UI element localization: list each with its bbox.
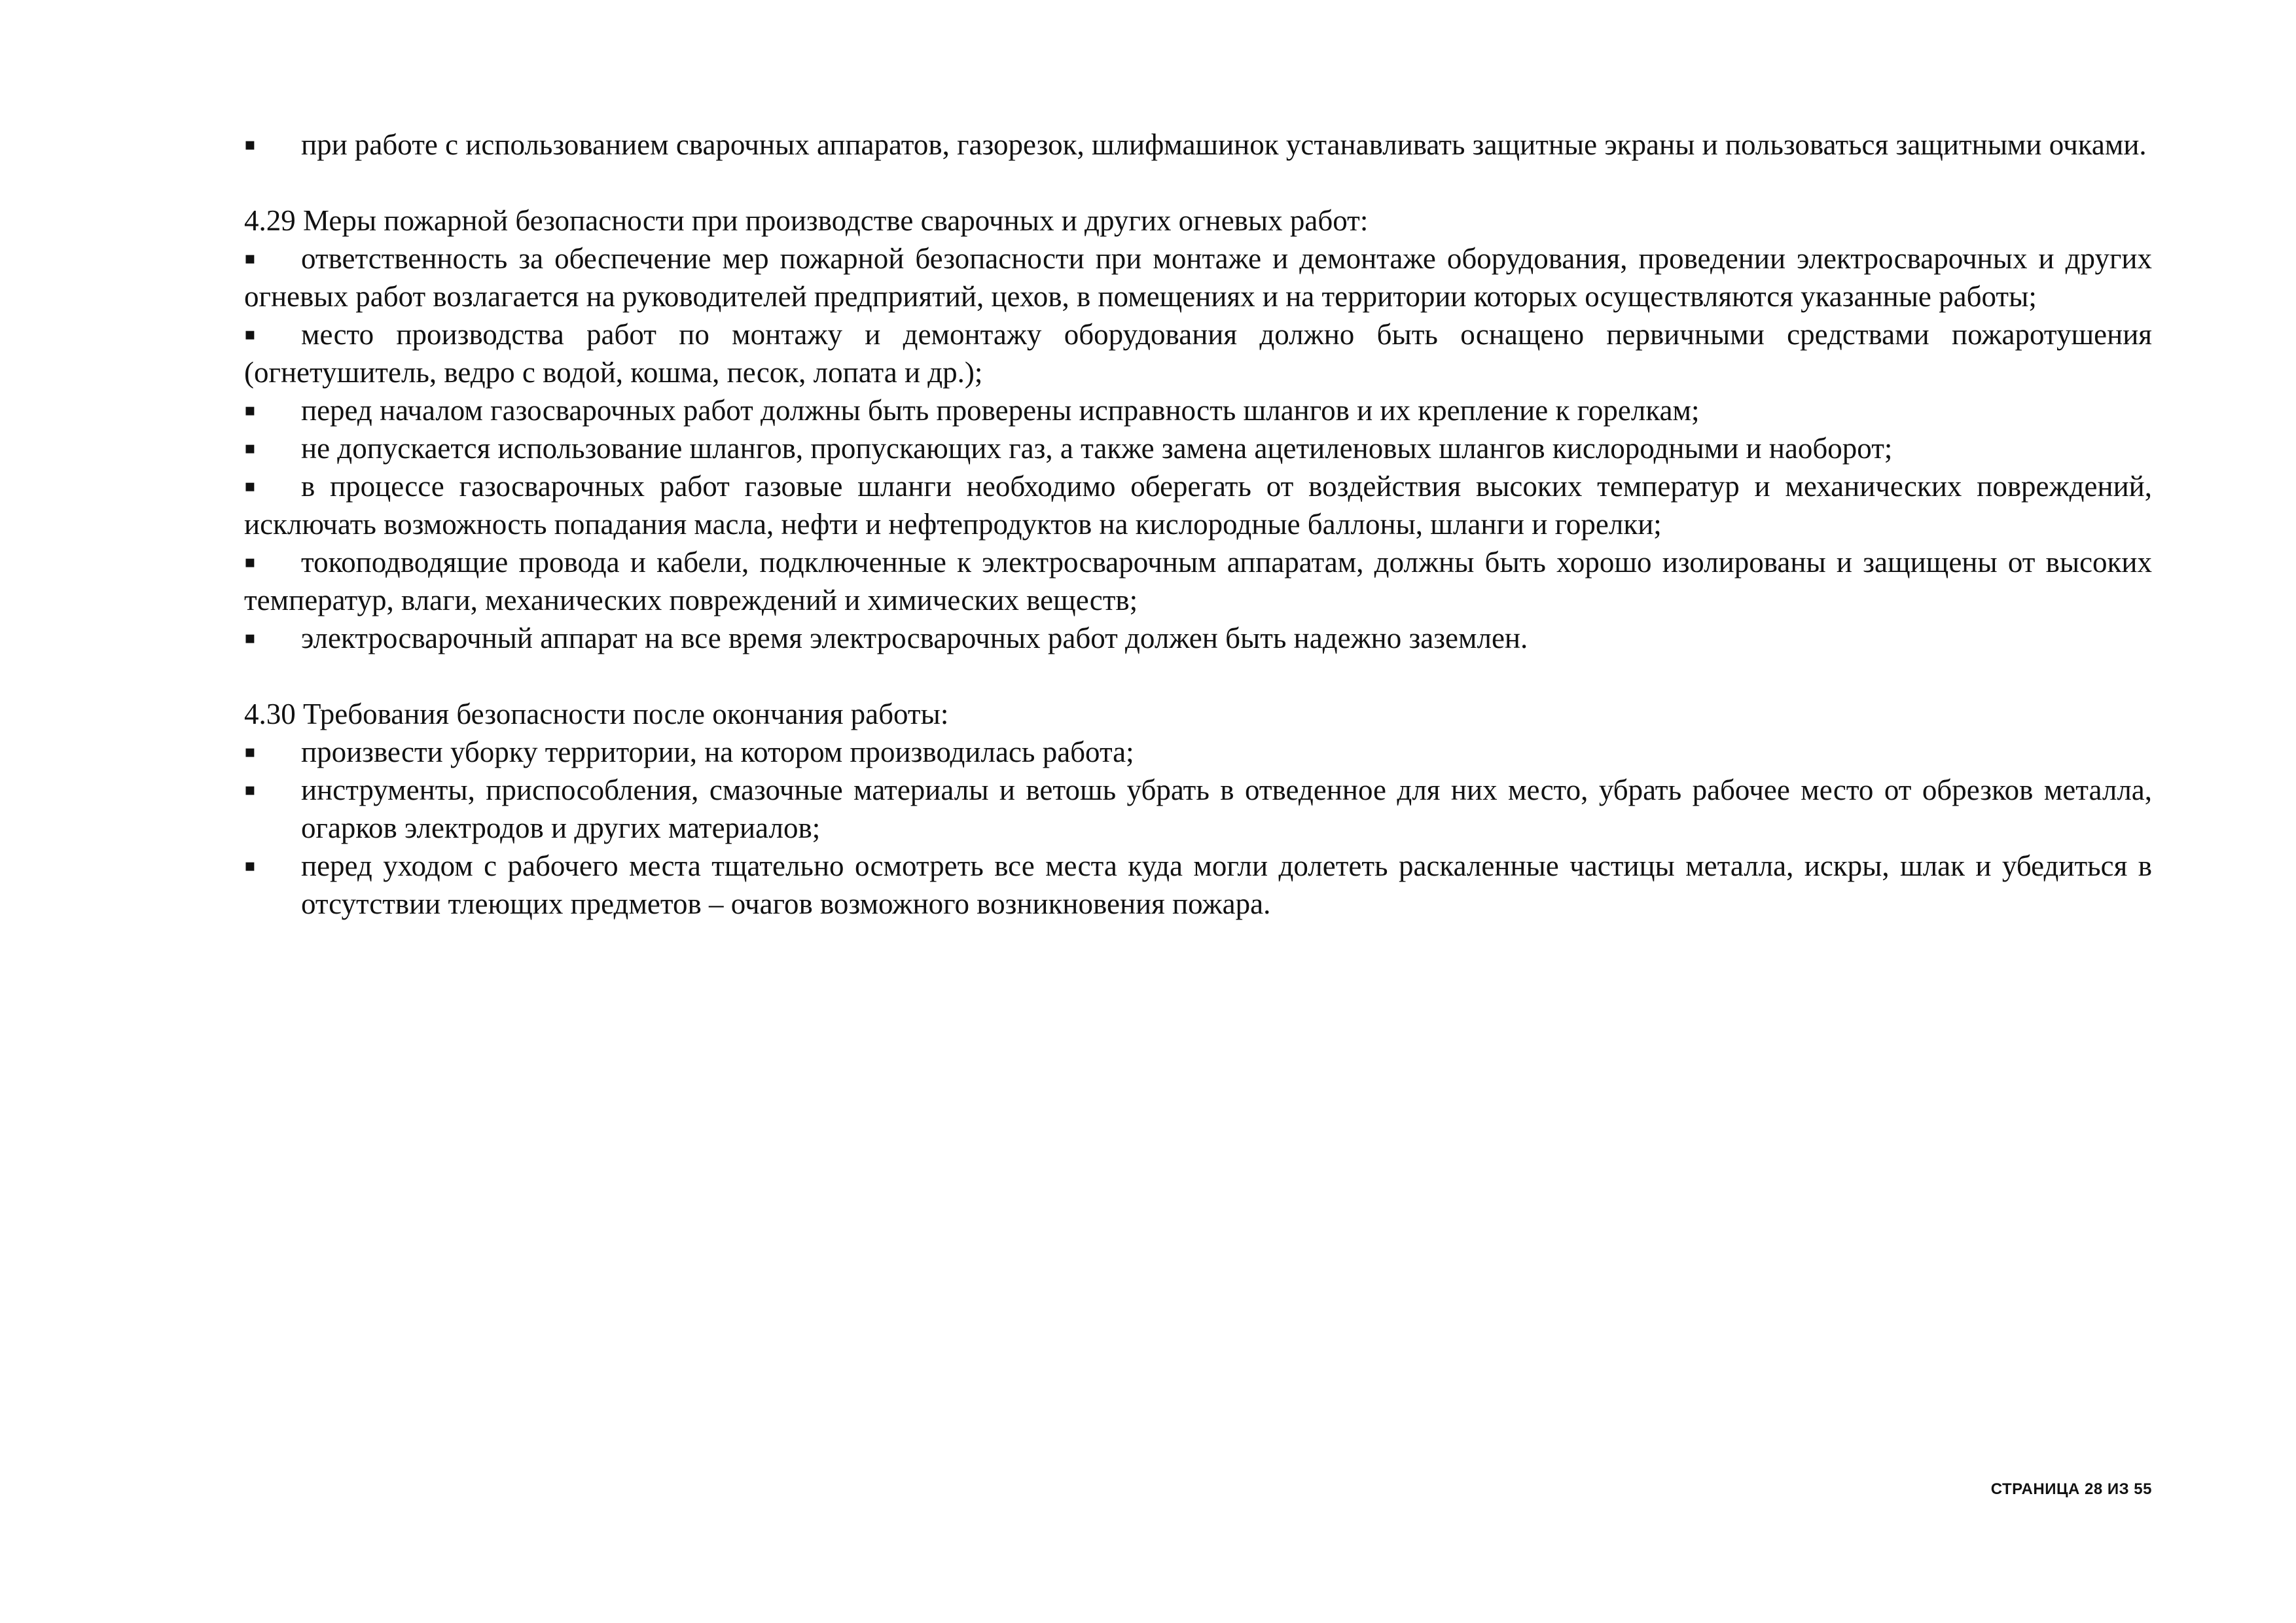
- bullet-icon: ▪: [244, 325, 256, 344]
- list-item-text: перед началом газосварочных работ должны быть проверены исправность шлангов и их крепление к горелкам;: [301, 394, 1700, 427]
- document-body: [244, 126, 2152, 923]
- list-item-text: электросварочный аппарат на все время электросварочных работ должен быть надежно заземлен.: [301, 622, 1528, 654]
- bullet-icon: ▪: [244, 249, 256, 268]
- section-4-29-heading: 4.29 Меры пожарной безопасности при производстве сварочных и других огневых работ:: [244, 204, 1369, 237]
- list-item: [244, 240, 2152, 315]
- bullet-icon: ▪: [244, 742, 256, 762]
- bullet-icon: ▪: [244, 552, 256, 572]
- list-item-intro: [244, 126, 2152, 164]
- list-item-text: в процессе газосварочных работ газовые шланги необходимо оберегать от воздействия высоких температур и механических повреждений, исключать возможность попадания масла, нефти и нефтепродуктов на кислородные баллоны, шланги и горелки;: [244, 470, 2152, 541]
- list-item: [244, 391, 2152, 429]
- bullet-icon: ▪: [244, 856, 256, 876]
- list-item-text: при работе с использованием сварочных аппаратов, газорезок, шлифмашинок устанавливать защитные экраны и пользоваться защитными очками.: [301, 128, 2147, 161]
- bullet-icon: ▪: [244, 401, 256, 420]
- list-item-text: ответственность за обеспечение мер пожарной безопасности при монтаже и демонтаже оборудования, проведении электросварочных и других огневых работ возлагается на руководителей предприятий, цехов, в помещениях и на территории которых осуществляются указанные работы;: [244, 242, 2152, 313]
- list-item: [244, 619, 2152, 657]
- list-item: [244, 771, 2152, 847]
- bullet-icon: ▪: [244, 476, 256, 496]
- list-item-text: токоподводящие провода и кабели, подключенные к электросварочным аппаратам, должны быть хорошо изолированы и защищены от высоких температур, влаги, механических повреждений и химических веществ;: [244, 546, 2152, 616]
- section-4-30-heading: 4.30 Требования безопасности после окончания работы:: [244, 698, 949, 730]
- spacer: [244, 657, 2152, 695]
- spacer: [244, 164, 2152, 202]
- list-item-text: место производства работ по монтажу и демонтажу оборудования должно быть оснащено первичными средствами пожаротушения (огнетушитель, ведро с водой, кошма, песок, лопата и др.);: [244, 318, 2152, 389]
- list-item-text: произвести уборку территории, на котором производилась работа;: [301, 736, 1134, 768]
- list-item: [244, 315, 2152, 391]
- bullet-icon: ▪: [244, 135, 256, 154]
- list-item-text: инструменты, приспособления, смазочные материалы и ветошь убрать в отведенное для них место, убрать рабочее место от обрезков металла, огарков электродов и других материалов;: [301, 774, 2152, 844]
- list-item: [244, 847, 2152, 923]
- page-number: СТРАНИЦА 28 ИЗ 55: [1990, 1480, 2152, 1498]
- list-item: [244, 429, 2152, 467]
- list-item-text: перед уходом с рабочего места тщательно осмотреть все места куда могли долететь раскаленные частицы металла, искры, шлак и убедиться в отсутствии тлеющих предметов – очагов возможного возникновения пожара.: [301, 849, 2152, 920]
- list-item: [244, 733, 2152, 771]
- list-item: [244, 543, 2152, 619]
- bullet-icon: ▪: [244, 780, 256, 800]
- list-item-text: не допускается использование шлангов, пропускающих газ, а также замена ацетиленовых шлангов кислородными и наоборот;: [301, 432, 1893, 465]
- list-item: [244, 467, 2152, 543]
- bullet-icon: ▪: [244, 628, 256, 648]
- bullet-icon: ▪: [244, 438, 256, 458]
